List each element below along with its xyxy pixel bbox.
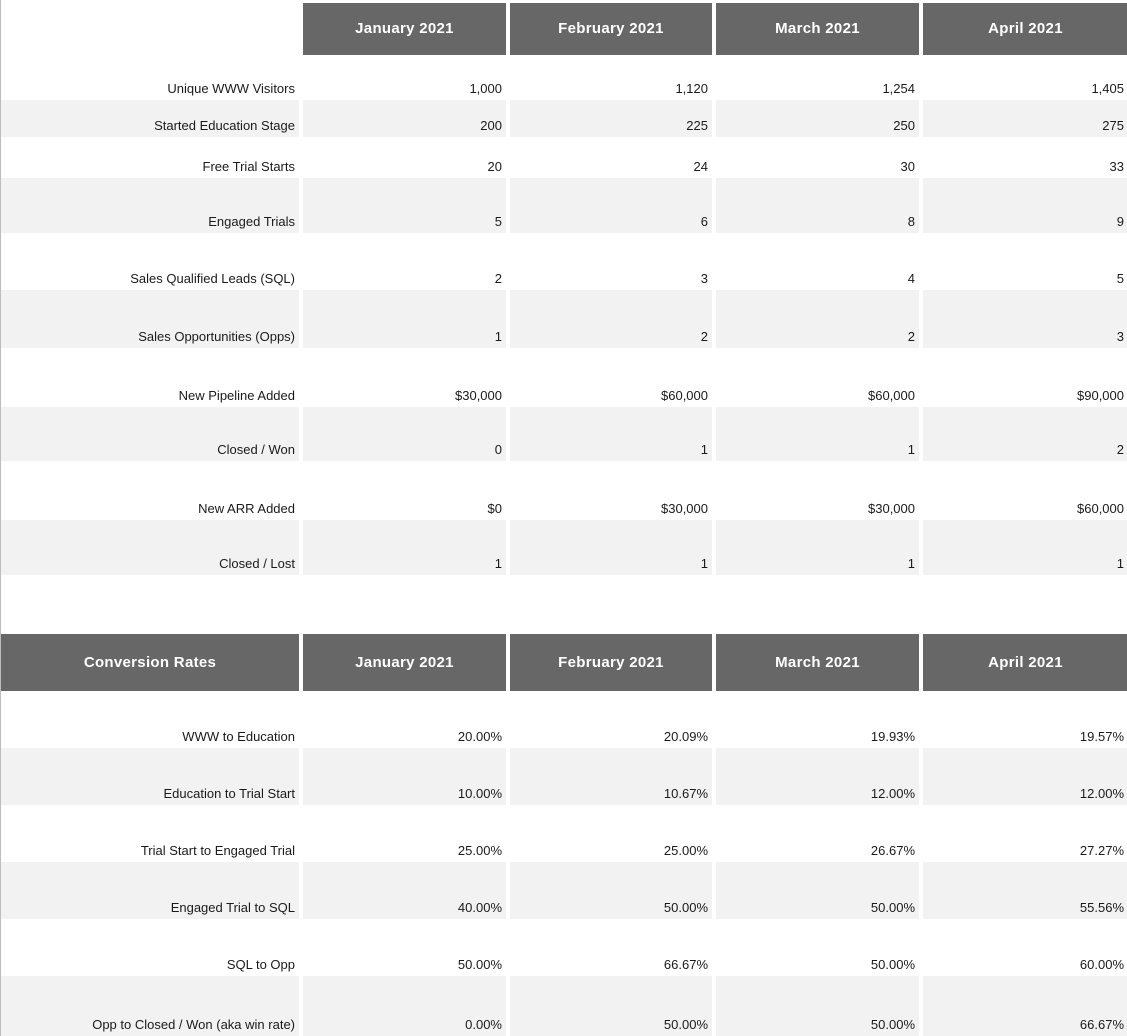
column-header-march: March 2021 [716, 3, 919, 55]
table-row [1, 290, 1127, 348]
conversion-rates-title: Conversion Rates [1, 634, 299, 691]
cell-value: 200 [303, 100, 506, 137]
table-row [1, 178, 1127, 233]
cell-value: 50.00% [457, 957, 502, 972]
cell-value: 19.57% [1079, 729, 1124, 744]
row-label: Sales Opportunities (Opps) [1, 290, 299, 348]
cell-value: $60,000 [661, 388, 708, 403]
cell-value: $30,000 [455, 388, 502, 403]
row-label: Closed / Lost [1, 520, 299, 575]
row-label: WWW to Education [182, 729, 295, 744]
cell-value: 66.67% [923, 976, 1127, 1036]
row-label: Closed / Won [1, 407, 299, 461]
cell-value: 1 [716, 520, 919, 575]
cell-value: 0 [303, 407, 506, 461]
cell-value: 1 [510, 407, 712, 461]
table-row [1, 407, 1127, 461]
row-label: Sales Qualified Leads (SQL) [130, 271, 295, 286]
funnel-metrics-table [1, 3, 1127, 575]
cell-value: 5 [1116, 271, 1124, 286]
funnel-header-row [1, 3, 1127, 55]
column-header-april: April 2021 [923, 634, 1127, 691]
row-label: Started Education Stage [1, 100, 299, 137]
cell-value: 6 [510, 178, 712, 233]
cell-value: 66.67% [663, 957, 708, 972]
cell-value: 12.00% [923, 748, 1127, 805]
row-label: Trial Start to Engaged Trial [140, 843, 295, 858]
cell-value: 25.00% [457, 843, 502, 858]
cell-value: 26.67% [870, 843, 915, 858]
table-row [1, 976, 1127, 1036]
table-row [1, 348, 1127, 407]
cell-value: 1 [303, 520, 506, 575]
row-label: Free Trial Starts [202, 159, 295, 174]
cell-value: 0.00% [303, 976, 506, 1036]
cell-value: 33 [1109, 159, 1124, 174]
cell-value: 19.93% [870, 729, 915, 744]
cell-value: 50.00% [716, 862, 919, 919]
cell-value: 55.56% [923, 862, 1127, 919]
column-header-february: February 2021 [510, 3, 712, 55]
cell-value: 50.00% [716, 976, 919, 1036]
cell-value: 1,405 [1091, 81, 1124, 96]
cell-value: 20 [487, 159, 502, 174]
table-row [1, 137, 1127, 178]
row-label: New Pipeline Added [178, 388, 295, 403]
column-header-january: January 2021 [303, 634, 506, 691]
cell-value: 1,254 [882, 81, 915, 96]
cell-value: $60,000 [1077, 501, 1124, 516]
cell-value: 1,120 [675, 81, 708, 96]
cell-value: 12.00% [716, 748, 919, 805]
conversion-rates-table [1, 634, 1127, 1036]
row-label: Opp to Closed / Won (aka win rate) [1, 976, 299, 1036]
column-header-april: April 2021 [923, 3, 1127, 55]
section-gap [1, 575, 1127, 634]
cell-value: 250 [716, 100, 919, 137]
cell-value: 3 [923, 290, 1127, 348]
cell-value: 60.00% [1079, 957, 1124, 972]
cell-value: $60,000 [868, 388, 915, 403]
row-label: New ARR Added [198, 501, 295, 516]
table-row [1, 691, 1127, 748]
table-row [1, 233, 1127, 290]
cell-value: 3 [700, 271, 708, 286]
cell-value: 25.00% [663, 843, 708, 858]
cell-value: 20.09% [663, 729, 708, 744]
cell-value: 50.00% [510, 862, 712, 919]
table-row [1, 520, 1127, 575]
cell-value: $0 [487, 501, 502, 516]
cell-value: 275 [923, 100, 1127, 137]
cell-value: $30,000 [661, 501, 708, 516]
cell-value: 1 [923, 520, 1127, 575]
row-label: Engaged Trials [1, 178, 299, 233]
conversion-header-row [1, 634, 1127, 691]
cell-value: 5 [303, 178, 506, 233]
cell-value: 4 [907, 271, 915, 286]
funnel-rows [1, 55, 1127, 575]
cell-value: 20.00% [457, 729, 502, 744]
row-label: Engaged Trial to SQL [1, 862, 299, 919]
table-row [1, 55, 1127, 100]
funnel-header-corner [1, 3, 299, 55]
cell-value: 2 [494, 271, 502, 286]
cell-value: 27.27% [1079, 843, 1124, 858]
cell-value: 50.00% [870, 957, 915, 972]
row-label: SQL to Opp [226, 957, 295, 972]
cell-value: 2 [923, 407, 1127, 461]
conversion-rows [1, 691, 1127, 1036]
column-header-february: February 2021 [510, 634, 712, 691]
cell-value: 9 [923, 178, 1127, 233]
cell-value: 1 [510, 520, 712, 575]
row-label: Education to Trial Start [1, 748, 299, 805]
table-row [1, 862, 1127, 919]
cell-value: 1 [303, 290, 506, 348]
cell-value: 1 [716, 407, 919, 461]
table-row [1, 805, 1127, 862]
cell-value: 10.67% [510, 748, 712, 805]
cell-value: $30,000 [868, 501, 915, 516]
table-row [1, 100, 1127, 137]
table-row [1, 461, 1127, 520]
cell-value: 24 [693, 159, 708, 174]
cell-value: 1,000 [469, 81, 502, 96]
cell-value: 225 [510, 100, 712, 137]
column-header-january: January 2021 [303, 3, 506, 55]
row-label: Unique WWW Visitors [167, 81, 295, 96]
table-row [1, 748, 1127, 805]
cell-value: 8 [716, 178, 919, 233]
cell-value: $90,000 [1077, 388, 1124, 403]
cell-value: 40.00% [303, 862, 506, 919]
cell-value: 2 [716, 290, 919, 348]
cell-value: 10.00% [303, 748, 506, 805]
table-row [1, 919, 1127, 976]
cell-value: 50.00% [510, 976, 712, 1036]
cell-value: 2 [510, 290, 712, 348]
column-header-march: March 2021 [716, 634, 919, 691]
cell-value: 30 [900, 159, 915, 174]
